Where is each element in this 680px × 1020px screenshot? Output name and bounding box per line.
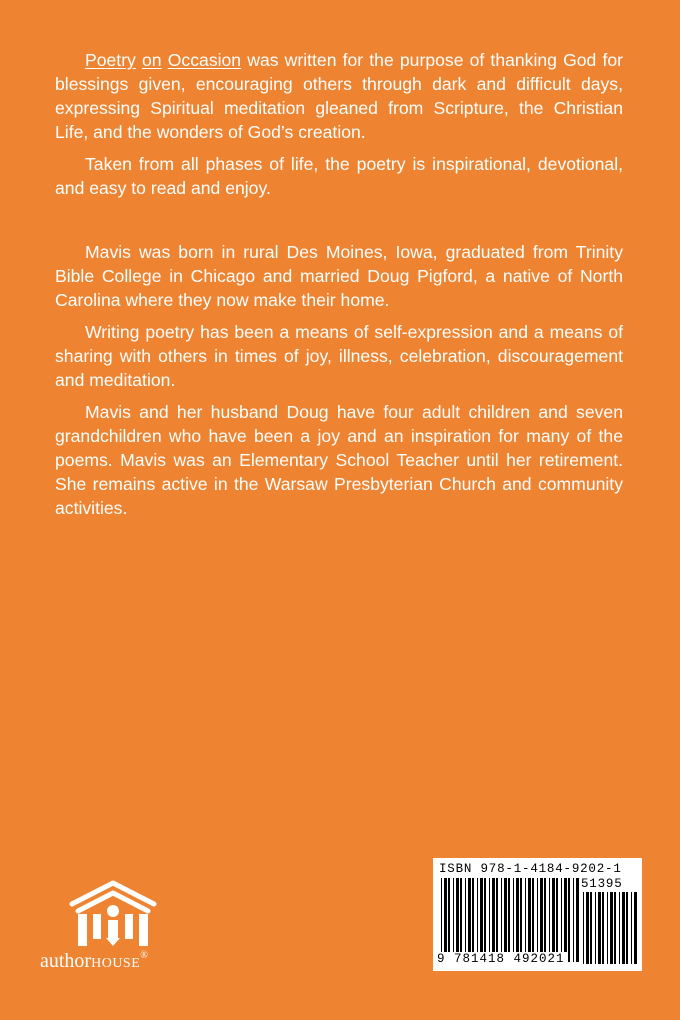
isbn-label: ISBN 978-1-4184-9202-1	[439, 862, 622, 876]
barcode-bar	[568, 878, 570, 962]
barcode-bar	[453, 878, 454, 962]
publisher-logo	[40, 878, 200, 978]
barcode-bar	[472, 878, 474, 962]
barcode-bar	[444, 878, 447, 962]
registered-mark: ®	[140, 950, 148, 961]
price-code: 51395	[581, 877, 623, 891]
barcode-bar	[477, 878, 478, 962]
barcode-bar	[516, 878, 519, 962]
barcode-bar	[590, 892, 592, 964]
barcode-bar	[595, 892, 596, 964]
barcode-bar	[448, 878, 450, 962]
barcode-bar	[602, 892, 604, 964]
barcode-bar	[528, 878, 531, 962]
barcode-bar	[614, 892, 616, 964]
barcode-bar	[549, 878, 550, 962]
barcode-bar	[586, 892, 589, 964]
barcode-bar	[484, 878, 486, 962]
barcode-bar	[573, 878, 574, 962]
barcode-bar	[456, 878, 459, 962]
book-title-word: Occasion	[167, 50, 242, 70]
barcode-bar	[489, 878, 490, 962]
barcode-bar	[583, 892, 584, 964]
barcode-bar	[607, 892, 608, 964]
barcode-bar	[626, 892, 628, 964]
publisher-name-prefix: author	[40, 950, 92, 972]
barcode-bar	[598, 892, 601, 964]
book-title-word: Poetry	[85, 50, 136, 70]
barcode-bar	[556, 878, 558, 962]
barcode-bar	[480, 878, 483, 962]
barcode-main-bars	[441, 878, 579, 962]
barcode-bar	[532, 878, 534, 962]
barcode-bar	[634, 892, 637, 964]
description-text: was written for the purpose of thanking God for blessings given, encouraging others through dark and difficult days, expressing Spiritual meditation gleaned from Scripture, the Christian Life, and the wonders of God’s creation.	[55, 50, 624, 142]
publisher-name	[40, 950, 148, 973]
barcode-bar	[441, 878, 442, 962]
barcode-bar	[631, 892, 632, 964]
barcode-bar	[537, 878, 538, 962]
barcode-bar	[465, 878, 466, 962]
barcode-bar	[460, 878, 462, 962]
back-cover-text	[55, 48, 623, 528]
barcode-bar	[468, 878, 471, 962]
author-bio-paragraph: Mavis was born in rural Des Moines, Iowa, graduated from Trinity Bible College in Chicago and married Doug Pigford, a native of North Carolina where they now make their home.	[55, 242, 623, 310]
barcode-bar	[492, 878, 495, 962]
barcode-bar	[496, 878, 498, 962]
barcode-bar	[552, 878, 555, 962]
barcode-bar	[501, 878, 502, 962]
barcode-bar	[619, 892, 620, 964]
barcode-bar	[508, 878, 510, 962]
barcode-bar	[544, 878, 546, 962]
barcode-digits: 9 781418 492021	[437, 952, 565, 966]
barcode-bar	[622, 892, 625, 964]
author-bio-paragraph: Mavis and her husband Doug have four adult children and seven grandchildren who have been a joy and an inspiration for many of the poems. Mavis was an Elementary School Teacher until her retirement. She remains active in the Warsaw Presbyterian Church and community activities.	[55, 402, 623, 518]
barcode-bar	[520, 878, 522, 962]
publisher-name-suffix: HOUSE	[91, 956, 141, 971]
barcode-bar	[540, 878, 543, 962]
barcode-bar	[513, 878, 514, 962]
barcode-addon-bars	[583, 892, 637, 964]
barcode-bar	[610, 892, 613, 964]
description-paragraph	[55, 48, 623, 152]
book-title-word: on	[142, 50, 162, 70]
summary-paragraph: Taken from all phases of life, the poetry is inspirational, devotional, and easy to read and enjoy.	[55, 154, 623, 198]
barcode-bar	[525, 878, 526, 962]
barcode-bar	[561, 878, 562, 962]
isbn-barcode	[433, 858, 642, 971]
house-icon	[68, 878, 158, 950]
barcode-bar	[504, 878, 507, 962]
barcode-bar	[576, 878, 579, 962]
barcode-bar	[564, 878, 567, 962]
author-bio-paragraph: Writing poetry has been a means of self-expression and a means of sharing with others in times of joy, illness, celebration, discouragement and meditation.	[55, 322, 623, 390]
